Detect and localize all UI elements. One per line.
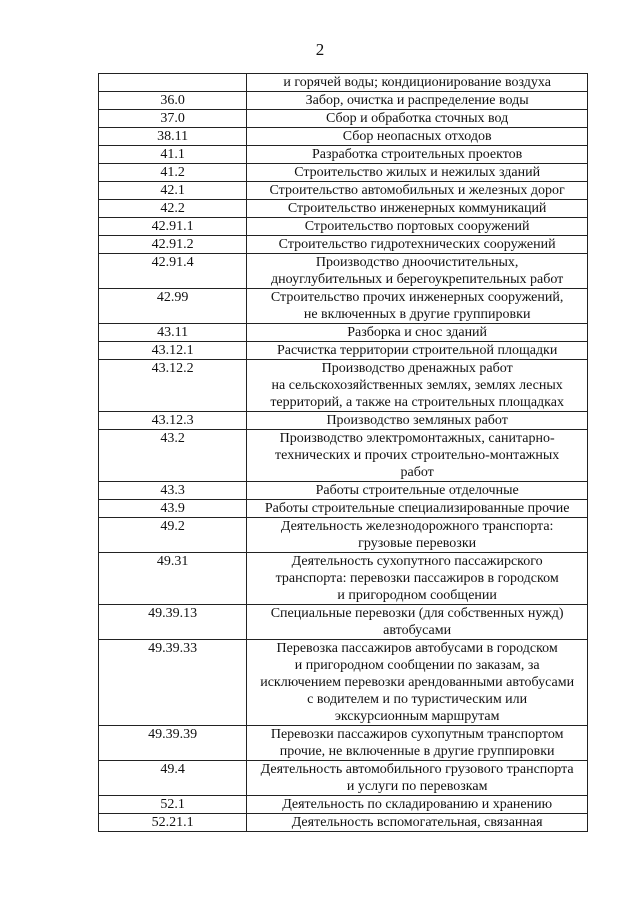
activity-code: 49.39.13 <box>99 605 247 640</box>
activity-code: 42.91.4 <box>99 254 247 289</box>
activity-description <box>247 796 588 814</box>
description-line: территорий, а также на строительных площадках <box>270 395 564 410</box>
activity-code: 41.2 <box>99 164 247 182</box>
activity-code: 42.91.2 <box>99 236 247 254</box>
description-line: Строительство инженерных коммуникаций <box>287 201 547 216</box>
description-line: Перевозки пассажиров сухопутным транспортом <box>270 727 564 742</box>
activity-description <box>247 324 588 342</box>
description-line: и пригородном сообщении <box>337 588 497 603</box>
table-row <box>99 640 588 726</box>
activity-description <box>247 640 588 726</box>
activity-description <box>247 726 588 761</box>
activity-code: 43.3 <box>99 482 247 500</box>
table-row <box>99 553 588 605</box>
okved-table-body <box>99 74 588 832</box>
description-line: Деятельность по складированию и хранению <box>282 797 553 812</box>
activity-code: 52.21.1 <box>99 814 247 832</box>
activity-description <box>247 74 588 92</box>
activity-description <box>247 92 588 110</box>
description-line: Расчистка территории строительной площадки <box>276 343 558 358</box>
table-row <box>99 324 588 342</box>
activity-description <box>247 500 588 518</box>
description-line: на сельскохозяйственных землях, землях лесных <box>271 378 563 393</box>
description-line: Производство дренажных работ <box>321 361 513 376</box>
activity-description <box>247 482 588 500</box>
activity-description <box>247 146 588 164</box>
activity-description <box>247 360 588 412</box>
table-row <box>99 482 588 500</box>
activity-code: 42.1 <box>99 182 247 200</box>
table-row <box>99 412 588 430</box>
activity-description <box>247 218 588 236</box>
activity-description <box>247 128 588 146</box>
table-row <box>99 342 588 360</box>
page-number: 2 <box>315 40 325 59</box>
activity-description <box>247 164 588 182</box>
table-row <box>99 796 588 814</box>
activity-code: 36.0 <box>99 92 247 110</box>
description-line: и услуги по перевозкам <box>346 779 488 794</box>
description-line: Забор, очистка и распределение воды <box>305 93 529 108</box>
description-line: Строительство автомобильных и железных дорог <box>269 183 565 198</box>
description-line: экскурсионным маршрутам <box>334 709 500 724</box>
description-line: Производство дноочистительных, <box>315 255 519 270</box>
activity-code: 42.91.1 <box>99 218 247 236</box>
activity-description <box>247 605 588 640</box>
activity-description <box>247 236 588 254</box>
table-row <box>99 518 588 553</box>
description-line: Работы строительные специализированные прочие <box>264 501 570 516</box>
activity-description <box>247 342 588 360</box>
activity-code: 49.31 <box>99 553 247 605</box>
activity-code: 43.9 <box>99 500 247 518</box>
table-row <box>99 360 588 412</box>
table-row <box>99 200 588 218</box>
description-line: грузовые перевозки <box>358 536 477 551</box>
description-line: транспорта: перевозки пассажиров в городском <box>275 571 559 586</box>
description-line: Деятельность автомобильного грузового транспорта <box>260 762 574 777</box>
activity-code: 37.0 <box>99 110 247 128</box>
table-row <box>99 726 588 761</box>
table-row <box>99 74 588 92</box>
activity-code: 42.99 <box>99 289 247 324</box>
activity-description <box>247 430 588 482</box>
description-line: технических и прочих строительно-монтажных <box>275 448 560 463</box>
activity-code: 42.2 <box>99 200 247 218</box>
activity-code: 43.12.3 <box>99 412 247 430</box>
description-line: Деятельность сухопутного пассажирского <box>291 554 543 569</box>
description-line: Разборка и снос зданий <box>347 325 488 340</box>
table-row <box>99 814 588 832</box>
activity-description <box>247 110 588 128</box>
activity-code: 49.2 <box>99 518 247 553</box>
description-line: Специальные перевозки (для собственных нужд) <box>270 606 564 621</box>
activity-code: 49.4 <box>99 761 247 796</box>
activity-code: 43.2 <box>99 430 247 482</box>
description-line: Работы строительные отделочные <box>315 483 519 498</box>
table-row <box>99 254 588 289</box>
table-row <box>99 164 588 182</box>
description-line: исключением перевозки арендованными автобусами <box>260 675 575 690</box>
table-row <box>99 110 588 128</box>
description-line: Сбор неопасных отходов <box>342 129 492 144</box>
description-line: Разработка строительных проектов <box>312 147 523 162</box>
table-row <box>99 218 588 236</box>
activity-description <box>247 182 588 200</box>
okved-table <box>98 73 588 832</box>
activity-description <box>247 412 588 430</box>
description-line: и горячей воды; кондиционирование воздуха <box>283 75 551 90</box>
activity-code <box>99 74 247 92</box>
description-line: с водителем и по туристическим или <box>307 692 528 707</box>
activity-code: 43.11 <box>99 324 247 342</box>
description-line: Сбор и обработка сточных вод <box>326 111 509 126</box>
activity-description <box>247 289 588 324</box>
activity-description <box>247 814 588 832</box>
description-line: не включенных в другие группировки <box>303 307 531 322</box>
table-row <box>99 761 588 796</box>
activity-description <box>247 761 588 796</box>
table-row <box>99 430 588 482</box>
description-line: прочие, не включенные в другие группировки <box>279 744 555 759</box>
description-line: Строительство прочих инженерных сооружений, <box>270 290 564 305</box>
description-line: автобусами <box>383 623 452 638</box>
description-line: и пригородном сообщении по заказам, за <box>294 658 540 673</box>
table-row <box>99 182 588 200</box>
description-line: Строительство жилых и нежилых зданий <box>294 165 541 180</box>
activity-code: 43.12.1 <box>99 342 247 360</box>
activity-code: 49.39.33 <box>99 640 247 726</box>
activity-code: 41.1 <box>99 146 247 164</box>
activity-description <box>247 254 588 289</box>
activity-description <box>247 518 588 553</box>
activity-code: 38.11 <box>99 128 247 146</box>
table-row <box>99 500 588 518</box>
table-row <box>99 236 588 254</box>
description-line: работ <box>400 465 434 480</box>
description-line: Строительство гидротехнических сооружений <box>278 237 556 252</box>
description-line: Перевозка пассажиров автобусами в городском <box>276 641 558 656</box>
description-line: дноуглубительных и берегоукрепительных работ <box>271 272 564 287</box>
description-line: Производство земляных работ <box>326 413 508 428</box>
activity-code: 49.39.39 <box>99 726 247 761</box>
table-row <box>99 128 588 146</box>
table-row <box>99 146 588 164</box>
description-line: Деятельность железнодорожного транспорта: <box>280 519 554 534</box>
description-line: Деятельность вспомогательная, связанная <box>291 815 543 830</box>
activity-description <box>247 553 588 605</box>
description-line: Строительство портовых сооружений <box>304 219 530 234</box>
activity-description <box>247 200 588 218</box>
activity-code: 52.1 <box>99 796 247 814</box>
activity-code: 43.12.2 <box>99 360 247 412</box>
table-row <box>99 289 588 324</box>
table-row <box>99 605 588 640</box>
description-line: Производство электромонтажных, санитарно- <box>279 431 555 446</box>
table-row <box>99 92 588 110</box>
